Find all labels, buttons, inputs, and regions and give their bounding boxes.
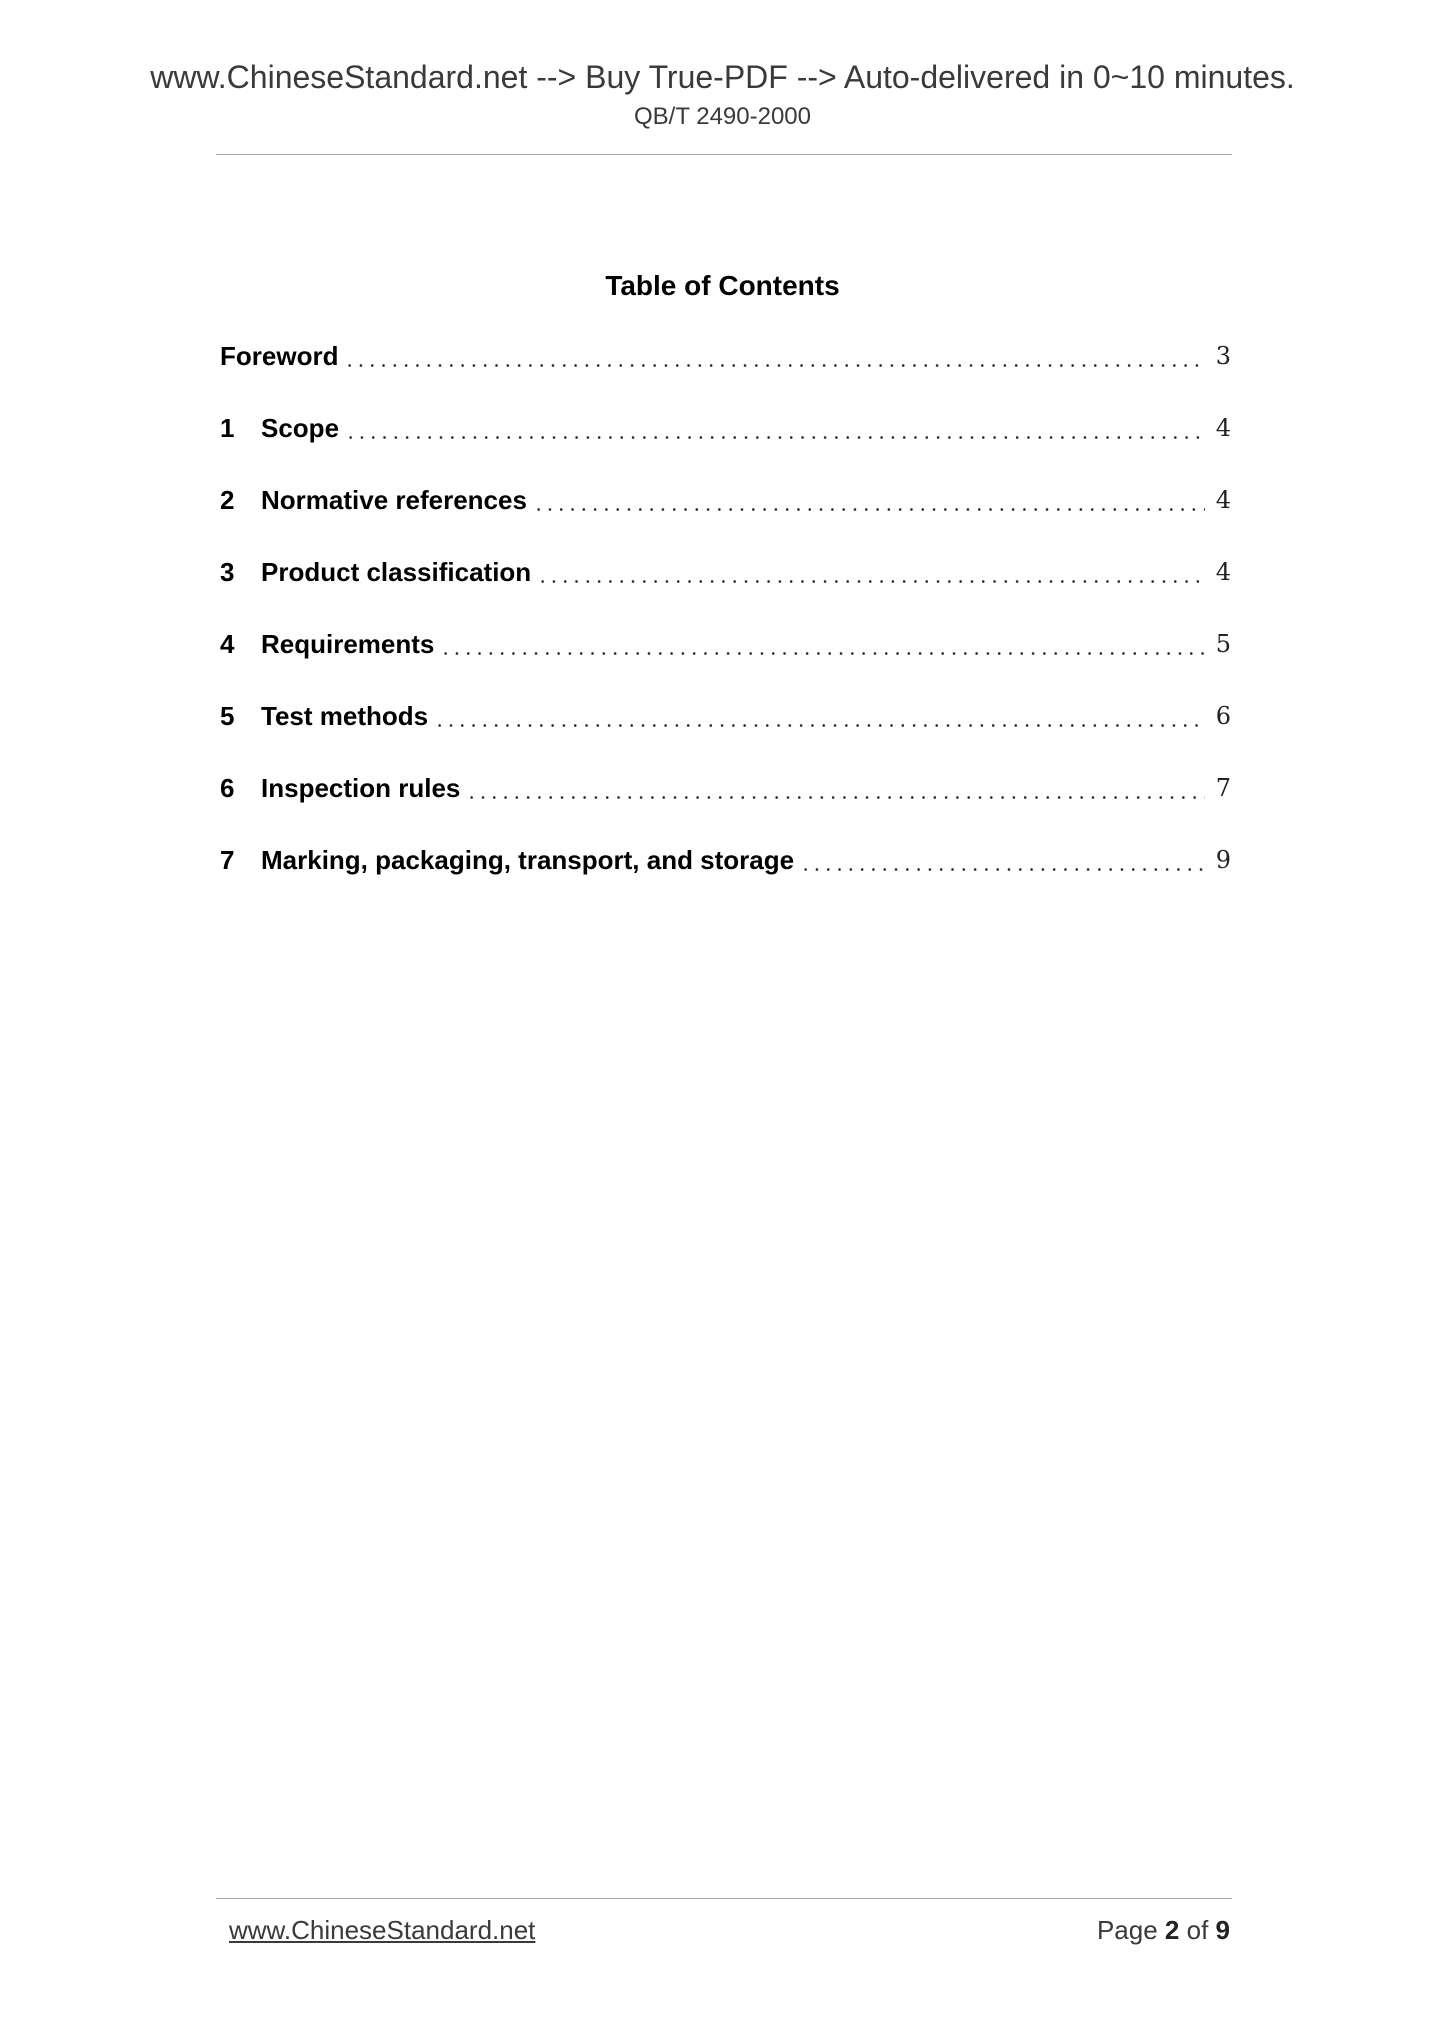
toc-entry-requirements[interactable]	[220, 624, 1231, 696]
toc-entry-title: Test methods	[261, 701, 429, 731]
toc-entry-title: Scope	[261, 413, 340, 443]
standard-code: QB/T 2490-2000	[633, 103, 811, 130]
total-pages: 9	[1215, 1915, 1230, 1945]
toc-entry-page: 4	[1215, 414, 1231, 442]
toc-entry-number: 2	[220, 485, 235, 515]
toc-leader-dots	[537, 552, 1209, 592]
toc-entry-label	[220, 696, 434, 736]
toc-entry-label	[220, 552, 537, 592]
toc-entry-number: 4	[220, 629, 235, 659]
toc-entry-title: Foreword	[220, 341, 339, 371]
toc-entry-number: 7	[220, 845, 235, 875]
toc-entry-inspection-rules[interactable]	[220, 768, 1231, 840]
toc-entry-number: 3	[220, 557, 235, 587]
current-page-number: 2	[1164, 1915, 1180, 1945]
toc-leader-dots	[344, 336, 1209, 376]
toc-entry-title: Inspection rules	[261, 773, 461, 803]
toc-entry-title: Normative references	[261, 485, 527, 515]
toc-entry-page: 5	[1215, 630, 1231, 658]
toc-entry-foreword[interactable]	[220, 336, 1231, 408]
toc-entry-label	[220, 840, 800, 880]
toc-entry-test-methods[interactable]	[220, 696, 1231, 768]
page-header	[0, 54, 1445, 134]
toc-entry-title: Marking, packaging, transport, and storage	[261, 845, 795, 875]
toc-entry-title: Requirements	[261, 629, 435, 659]
toc-entry-number: 6	[220, 773, 235, 803]
toc-entry-number: 5	[220, 701, 235, 731]
footer-site-link[interactable]: www.ChineseStandard.net	[229, 1915, 536, 1945]
toc-leader-dots	[440, 624, 1209, 664]
toc-leader-dots	[466, 768, 1209, 808]
page-prefix: Page	[1096, 1915, 1158, 1945]
header-divider	[216, 154, 1232, 155]
toc-leader-dots	[533, 480, 1209, 520]
toc-entry-page: 4	[1215, 486, 1231, 514]
page-indicator	[1097, 1912, 1230, 1948]
toc-entry-label	[220, 480, 533, 520]
toc-entry-page: 6	[1215, 702, 1231, 730]
toc-entry-product-classification[interactable]	[220, 552, 1231, 624]
toc-entry-normative-references[interactable]	[220, 480, 1231, 552]
toc-leader-dots	[800, 840, 1209, 880]
toc-entry-number: 1	[220, 413, 235, 443]
page-of: of	[1186, 1915, 1209, 1945]
header-banner: www.ChineseStandard.net --> Buy True-PDF --> Auto-delivered in 0~10 minutes.	[150, 59, 1295, 95]
toc-entry-label	[220, 336, 344, 376]
toc-entry-page: 3	[1215, 342, 1231, 370]
toc-entry-marking-packaging[interactable]	[220, 840, 1231, 912]
toc-title: Table of Contents	[605, 270, 840, 301]
toc-leader-dots	[345, 408, 1209, 448]
toc-list	[220, 336, 1231, 912]
toc-entry-page: 7	[1215, 774, 1231, 802]
toc-entry-page: 4	[1215, 558, 1231, 586]
toc-entry-scope[interactable]	[220, 408, 1231, 480]
toc-entry-label	[220, 768, 466, 808]
toc-entry-title: Product classification	[261, 557, 532, 587]
toc-entry-label	[220, 408, 345, 448]
footer-divider	[216, 1898, 1232, 1899]
toc-leader-dots	[434, 696, 1209, 736]
toc-entry-page: 9	[1215, 846, 1231, 874]
toc-entry-label	[220, 624, 440, 664]
